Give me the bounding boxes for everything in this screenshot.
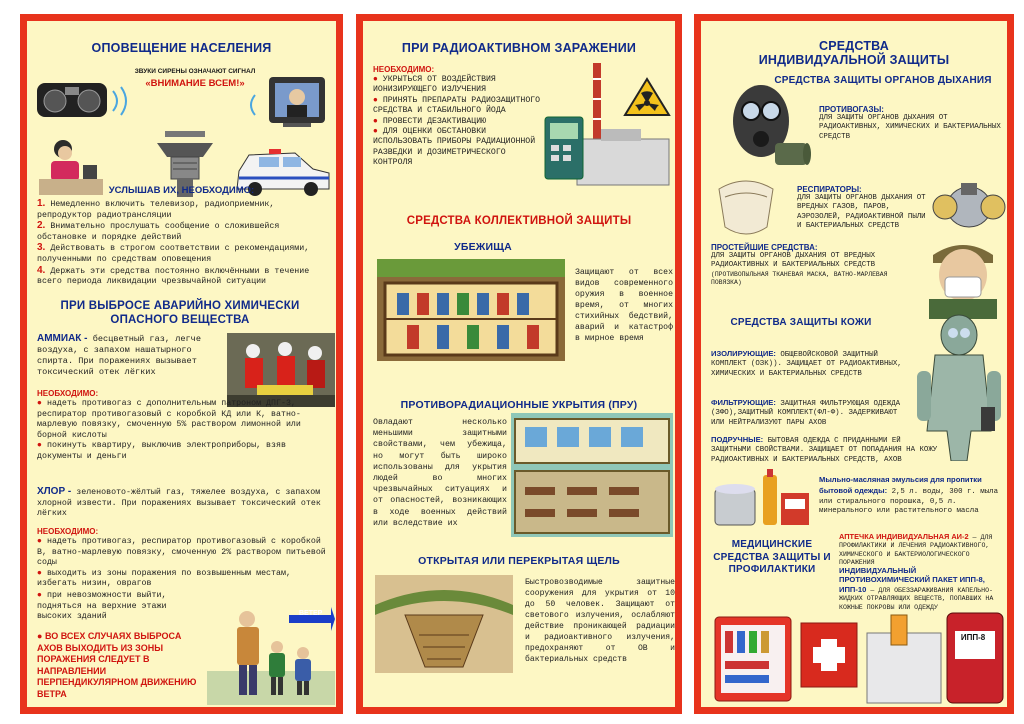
gas-mask-picture [725, 79, 811, 175]
simplest-block: ПРОСТЕЙШИЕ СРЕДСТВА: ДЛЯ ЗАЩИТЫ ОРГАНОВ ДЫХАНИЯ ОТ ВРЕДНЫХ РАДИОАКТИВНЫХ И БАКТЕРИАЛЬНЫХ СРЕДСТВ (ПРОТИВОПЫЛЬНАЯ ТКАНЕВАЯ МАСКА, ВАТНО-МАРЛЕВАЯ ПОВЯЗКА) [711, 243, 888, 287]
list-item: ● покинуть квартиру, выключив электроприборы, взяв документы и деньги [37, 441, 286, 461]
panel-title-line-1: СРЕДСТВА [819, 39, 889, 53]
trench-picture [375, 575, 513, 673]
shelter-text: Защищают от всех видов современного оружия в военное время, от многих стихийных бедствий, аварий и катастроф в мирное время [575, 268, 673, 343]
emulsion-ingredients-picture [711, 469, 813, 531]
ammonia-block: АММИАК - бесцветный газ, легче воздуха, с запахом нашатырного спирта. При поражениях вызывает токсический отек лёгких [37, 333, 201, 377]
respirator-2-picture [931, 173, 1007, 235]
wind-arrow-label: ВЕТЕР [299, 610, 323, 617]
respirator-block: РЕСПИРАТОРЫ: ДЛЯ ЗАЩИТЫ ОРГАНОВ ДЫХАНИЯ ОТ ВРЕДНЫХ ГАЗОВ, ПАРОВ, АЭРОЗОЛЕЙ, РАДИОАКТИВНОЙ ПЫЛИ И БАКТЕРИАЛЬНЫХ СРЕДСТВ [797, 185, 926, 231]
pru-picture [511, 413, 673, 537]
list-item: ● ПРОВЕСТИ ДЕЗАКТИВАЦИЮ [373, 116, 487, 126]
attention-signal: «ВНИМАНИЕ ВСЕМ!» [145, 78, 245, 89]
chem-title: ПРИ ВЫБРОСЕ АВАРИЙНО ХИМИЧЕСКИ ОПАСНОГО ВЕЩЕСТВА [60, 300, 300, 326]
emulsion-block: Мыльно-масляная эмульсия для пропитки бытовой одежды: 2,5 л. воды, 300 г. мыла или стирального порошка, 0,5 л. минерального или растительного масла [819, 475, 999, 516]
siren-note: ЗВУКИ СИРЕНЫ ОЗНАЧАЮТ СИГНАЛ [134, 68, 256, 75]
skin-title: СРЕДСТВА ЗАЩИТЫ КОЖИ [730, 317, 872, 328]
radiation-steps [373, 75, 543, 169]
list-item: ● УКРЫТЬСЯ ОТ ВОЗДЕЙСТВИЯ ИОНИЗИРУЮЩЕГО ИЗЛУЧЕНИЯ [373, 75, 496, 95]
panel-radiation [356, 14, 682, 714]
list-item: ● надеть противогаз с дополнительным патроном ДПГ-3, респиратор противогазовый с коробкой КД или К, ватно-марлевую повязку, смоченную 5% раствором лимонной или борной кислоты [37, 399, 301, 440]
steps-list [37, 199, 329, 288]
chlorine-steps [37, 537, 333, 590]
pru-text: Овладают несколько меньшими защитными свойствами, чем убежища, но могут быть широко использованы для укрытия людей во многих чрезвычайных ситуациях и от опасностей, возникающих в ходе военных действий или вследствие их [373, 418, 507, 528]
panel-notification [20, 14, 343, 714]
need-heading: НЕОБХОДИМО: [37, 527, 99, 536]
chlorine-block: ХЛОР - зеленовото-жёлтый газ, тяжелее воздуха, с запахом хлорной извести. При поражениях вызывает токсический отек лёгких [37, 486, 321, 519]
medical-title: МЕДИЦИНСКИЕ СРЕДСТВА ЗАЩИТЫ И ПРОФИЛАКТИКИ [713, 539, 831, 575]
ipp-block: ИНДИВИДУАЛЬНЫЙ ПРОТИВОХИМИЧЕСКИЙ ПАКЕТ ИПП-8, ИПП-10 — ДЛЯ ОБЕЗЗАРАЖИВАНИЯ КАПЕЛЬНО-ЖИДКИХ ОТРАВЛЯЮЩИХ ВЕЩЕСТВ, ПОПАВШИХ НА КОЖНЫЕ ПОКРОВЫ ИЛИ ОДЕЖДУ [839, 566, 994, 611]
ai2-block: АПТЕЧКА ИНДИВИДУАЛЬНАЯ АИ-2 — ДЛЯ ПРОФИЛАКТИКИ И ЛЕЧЕНИЯ РАДИОАКТИВНОГО, ХИМИЧЕСКОГО И БАКТЕРИОЛОГИЧЕСКОГО ПОРАЖЕНИЯ [839, 532, 993, 567]
isolating-block: ИЗОЛИРУЮЩИЕ: ОБЩЕВОЙСКОВОЙ ЗАЩИТНЫЙ КОМПЛЕКТ (ОЗК)). ЗАЩИЩАЕТ ОТ РАДИОАКТИВНЫХ, ХИМИЧЕСКИХ И БАКТЕРИАЛЬНЫХ СРЕДСТВ [711, 349, 902, 378]
shelter-title: УБЕЖИЩА [454, 241, 512, 253]
breath-title: СРЕДСТВА ЗАЩИТЫ ОРГАНОВ ДЫХАНИЯ [774, 75, 992, 86]
rescuers-photo [227, 333, 335, 407]
medical-kits-picture [711, 603, 1007, 707]
respirator-picture [711, 175, 781, 241]
collective-title: СРЕДСТВА КОЛЛЕКТИВНОЙ ЗАЩИТЫ [406, 215, 632, 227]
pru-title: ПРОТИВОРАДИАЦИОННЫЕ УКРЫТИЯ (ПРУ) [400, 399, 638, 411]
list-item: ● выходить из зоны поражения по возвышенным местам, избегать низин, оврагов [37, 568, 291, 589]
slit-text: Быстровозводимые защитные сооружения для укрытия от 10 до 50 человек. Защищают от светового излучения, ослабляют действие проникающей радиации и радиоактивного излучения, предохраняют от ОВ и бактериальных средств [525, 578, 675, 664]
slit-title: ОТКРЫТАЯ ИЛИ ПЕРЕКРЫТАЯ ЩЕЛЬ [418, 555, 620, 567]
panel-title: ПРИ РАДИОАКТИВНОМ ЗАРАЖЕНИИ [401, 41, 637, 55]
list-item: ● ДЛЯ ОЦЕНКИ ОБСТАНОВКИ ИСПОЛЬЗОВАТЬ ПРИБОРЫ РАДИАЦИОННОЙ РАЗВЕДКИ И ДОЗИМЕТРИЧЕСКОГО КОНТРОЛЯ [373, 127, 536, 168]
need-heading: НЕОБХОДИМО: [373, 65, 435, 74]
step-item: 1. Немедленно включить телевизор, радиоприемник, репродуктор радиотрансляции [37, 198, 275, 220]
chlorine-step-3: ● при невозможности выйти, подняться на верхние этажи высоких зданий [37, 591, 167, 622]
panel-title-line-2: ИНДИВИДУАЛЬНОЙ ЗАЩИТЫ [758, 53, 950, 67]
panel-personal-protection [694, 14, 1014, 714]
gasmask-block: ПРОТИВОГАЗЫ: ДЛЯ ЗАЩИТЫ ОРГАНОВ ДЫХАНИЯ ОТ РАДИОАКТИВНЫХ, ХИМИЧЕСКИХ И БАКТЕРИАЛЬНЫХ СРЕДСТВ [819, 105, 1001, 141]
need-heading: НЕОБХОДИМО: [37, 389, 99, 398]
ammonia-steps [37, 399, 333, 463]
step-item: 2. Внимательно прослушать сообщение о сложившейся обстановке и порядке действий [37, 220, 280, 242]
ipp-8-label: ИПП-8 [960, 633, 986, 642]
reactor-illustration [541, 59, 675, 191]
gauze-mask-picture [919, 235, 1007, 319]
filtering-block: ФИЛЬТРУЮЩИЕ: ЗАЩИТНАЯ ФИЛЬТРУЮЩАЯ ОДЕЖДА (ЗФО),ЗАЩИТНЫЙ КОМПЛЕКТ(ФЛ-Ф). ЗАДЕРЖИВАЮТ ИЛИ НЕЙТРАЛИЗУЮТ ПАРЫ АХОВ [711, 398, 901, 427]
shelter-picture [377, 259, 565, 361]
list-item: ● ПРИНЯТЬ ПРЕПАРАТЫ РАДИОЗАЩИТНОГО СРЕДСТВА И СТАБИЛЬНОГО ЙОДА [373, 95, 541, 116]
step-item: 3. Действовать в строгом соответствии с рекомендациями, полученными по средствам оповещения [37, 242, 310, 264]
hearing-heading: УСЛЫШАВ ИХ, НЕОБХОДИМО: [108, 185, 255, 196]
improvised-block: ПОДРУЧНЫЕ: БЫТОВАЯ ОДЕЖДА С ПРИДАННЫМИ ЕЙ ЗАЩИТНЫМИ СВОЙСТВАМИ. ЗАЩИЩАЕТ ОТ ПОПАДАНИЯ НА КОЖУ РАДИОАКТИВНЫХ И БАКТЕРИАЛЬНЫХ СРЕДСТВ, АХОВ [711, 435, 938, 464]
final-advice: ● ВО ВСЕХ СЛУЧАЯХ ВЫБРОСА АХОВ ВЫХОДИТЬ ИЗ ЗОНЫ ПОРАЖЕНИЯ СЛЕДУЕТ В НАПРАВЛЕНИИ ПЕРПЕНДИКУЛЯРНОМ ДВИЖЕНИЮ ВЕТРА [37, 631, 197, 699]
panel-title: ОПОВЕЩЕНИЕ НАСЕЛЕНИЯ [91, 41, 272, 55]
step-item: 4. Держать эти средства постоянно включёнными в течение всего периода ликвидации чрезвычайной ситуации [37, 264, 310, 287]
list-item: ● надеть противогаз, респиратор противогазовый с коробкой В, ватно-марлевую повязку, смоченную 2% раствором питьевой соды [37, 537, 326, 568]
